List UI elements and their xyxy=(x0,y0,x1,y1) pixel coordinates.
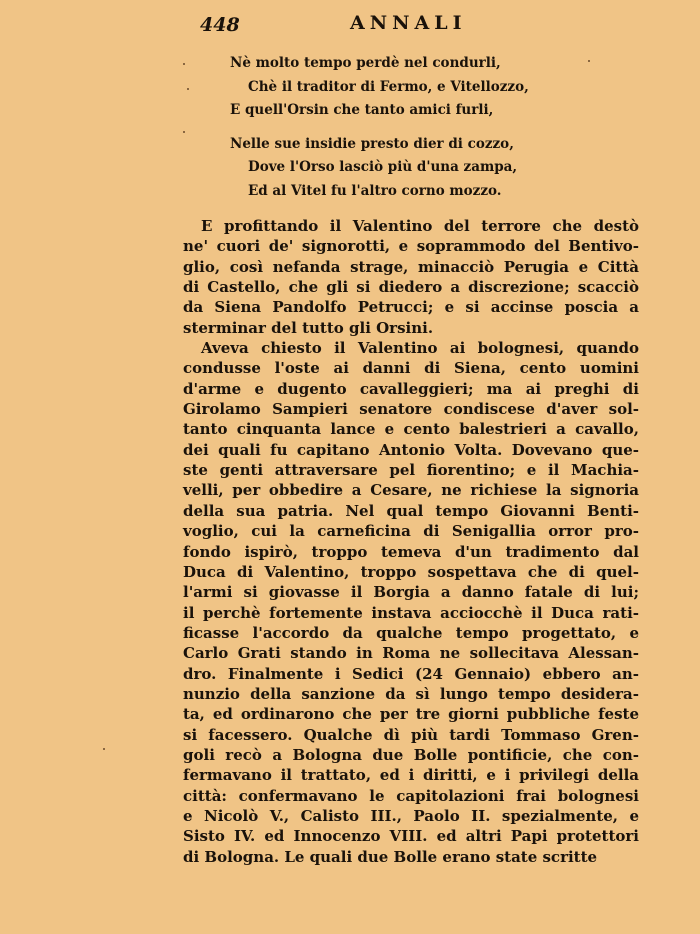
text-line: ta, ed ordinarono che per tre giorni pubbliche feste xyxy=(183,705,639,724)
text-line: di Castello, che gli si diedero a discrezione; scacciò xyxy=(183,278,639,297)
text-line: ne' cuori de' signorotti, e soprammodo del Bentivo- xyxy=(183,237,639,256)
text-line: dei quali fu capitano Antonio Volta. Dovevano que- xyxy=(183,440,639,459)
verse-line: Ed al Vitel fu l'altro corno mozzo. xyxy=(248,182,502,199)
text-line: E profittando il Valentino del terrore che destò xyxy=(201,217,639,235)
text-line: si facessero. Qualche dì più tardi Tommaso Gren- xyxy=(183,725,639,744)
text-line: nunzio della sanzione da sì lungo tempo desidera- xyxy=(183,684,639,703)
text-line: Carlo Grati stando in Roma ne sollecitava Alessan- xyxy=(183,644,639,663)
verse-stanza xyxy=(230,52,570,123)
paragraph xyxy=(183,216,639,338)
print-speck xyxy=(183,131,185,133)
text-line: della sua patria. Nel qual tempo Giovanni Benti- xyxy=(183,501,639,520)
text-line: l'armi si giovasse il Borgia a danno fatale di lui; xyxy=(183,583,639,602)
text-line: di Bologna. Le quali due Bolle erano state scritte xyxy=(183,847,598,866)
text-line: Aveva chiesto il Valentino ai bolognesi, quando xyxy=(201,339,639,358)
print-speck xyxy=(588,60,590,62)
text-line: città: confermavano le capitolazioni frai bolognesi xyxy=(183,786,639,805)
text-line: ficasse l'accordo da qualche tempo progettato, e xyxy=(183,623,639,642)
verse-stanza xyxy=(230,133,570,204)
running-title: ANNALI xyxy=(350,12,467,34)
text-line: sterminar del tutto gli Orsini. xyxy=(183,318,434,337)
paragraph xyxy=(183,338,639,867)
text-line: condusse l'oste ai danni di Siena, cento uomini xyxy=(183,359,639,378)
text-line: fermavano il trattato, ed i diritti, e i privilegi della xyxy=(183,766,639,785)
print-speck xyxy=(183,63,185,65)
print-speck xyxy=(187,88,189,90)
page-header xyxy=(200,12,500,40)
verse-line: Chè il traditor di Fermo, e Vitellozzo, xyxy=(248,78,529,95)
text-line: goli recò a Bologna due Bolle pontificie, che con- xyxy=(183,745,639,764)
text-line: glio, così nefanda strage, minacciò Perugia e Città xyxy=(183,257,639,276)
text-line: e Nicolò V., Calisto III., Paolo II. spezialmente, e xyxy=(183,806,639,825)
verse-line: Nelle sue insidie presto dier di cozzo, xyxy=(230,135,514,152)
page-number: 448 xyxy=(200,14,240,36)
text-line: Duca di Valentino, troppo sospettava che di quel- xyxy=(183,562,639,581)
text-line: da Siena Pandolfo Petrucci; e si accinse poscia a xyxy=(183,298,639,317)
verse-line: E quell'Orsin che tanto amici furli, xyxy=(230,102,494,118)
text-line: voglio, cui la carneficina di Senigallia orror pro- xyxy=(183,522,639,541)
print-speck xyxy=(103,748,105,750)
text-line: tanto cinquanta lance e cento balestrieri a cavallo, xyxy=(183,420,639,439)
text-line: il perchè fortemente instava acciocchè il Duca rati- xyxy=(183,603,639,622)
text-line: d'arme e dugento cavalleggieri; ma ai preghi di xyxy=(183,379,639,398)
text-line: dro. Finalmente i Sedici (24 Gennaio) ebbero an- xyxy=(183,664,639,683)
text-line: fondo ispirò, troppo temeva d'un tradimento dal xyxy=(183,542,639,561)
text-line: Sisto IV. ed Innocenzo VIII. ed altri Papi protettori xyxy=(183,827,639,846)
verse-line: Nè molto tempo perdè nel condurli, xyxy=(230,55,501,71)
text-line: Girolamo Sampieri senatore condiscese d'aver sol- xyxy=(183,400,639,419)
prose-block xyxy=(183,216,639,867)
text-line: ste genti attraversare pel fiorentino; e il Machia- xyxy=(183,461,639,480)
verse-block xyxy=(230,52,570,213)
verse-line: Dove l'Orso lasciò più d'una zampa, xyxy=(248,159,518,175)
text-line: velli, per obbedire a Cesare, ne richiese la signoria xyxy=(183,481,639,500)
